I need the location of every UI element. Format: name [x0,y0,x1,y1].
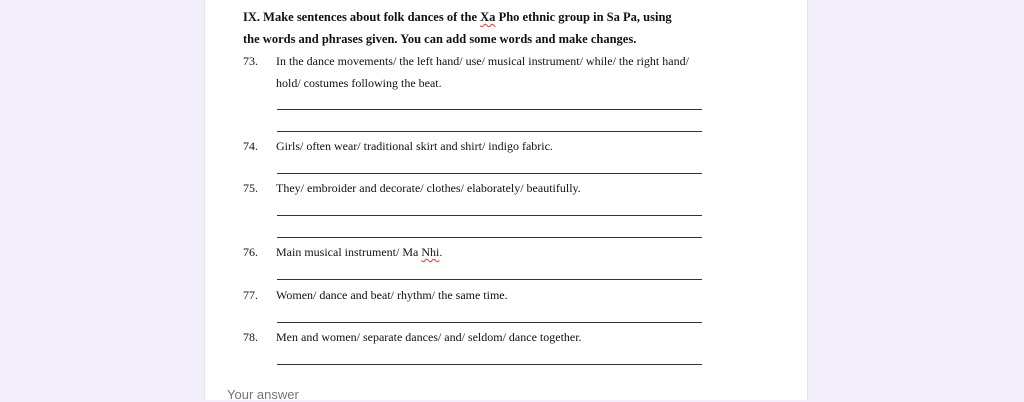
question-number: 78. [243,330,258,344]
question-text: They/ embroider and decorate/ clothes/ elaborately/ beautifully. [276,181,581,195]
answer-line [277,322,702,323]
question-text-squiggle: Nhi [421,245,440,259]
heading-text-xa: Xa [480,10,496,24]
answer-line [277,173,702,174]
answer-line [277,131,702,132]
heading-text-part1: IX. Make sentences about folk dances of the [243,10,481,24]
question-text: Women/ dance and beat/ rhythm/ the same time. [276,288,508,302]
question-text: Men and women/ separate dances/ and/ seldom/ dance together. [276,330,582,344]
question-number: 73. [243,54,258,68]
question-text: In the dance movements/ the left hand/ use/ musical instrument/ while/ the right hand/ hold/ costumes following the beat. [276,54,689,90]
question-text [276,241,696,263]
heading-text-line2: the words and phrases given. You can add some words and make changes. [243,32,637,46]
question-number: 77. [243,288,258,302]
question-number: 74. [243,139,258,153]
question-text-before: Main musical instrument/ Ma [276,245,422,259]
heading-text-part2: Pho ethnic group in Sa Pa, using [495,10,672,24]
question-text-after: . [439,245,443,259]
answer-line [277,279,702,280]
question-text: Girls/ often wear/ traditional skirt and shirt/ indigo fabric. [276,139,553,153]
answer-line [277,215,702,216]
question-number: 76. [243,245,258,259]
answer-line [277,237,702,238]
question-number: 75. [243,181,258,195]
exercise-heading [243,6,763,50]
answer-input[interactable]: Your answer [227,387,299,402]
answer-line [277,109,702,110]
answer-line [277,364,702,365]
question-card [204,0,808,400]
